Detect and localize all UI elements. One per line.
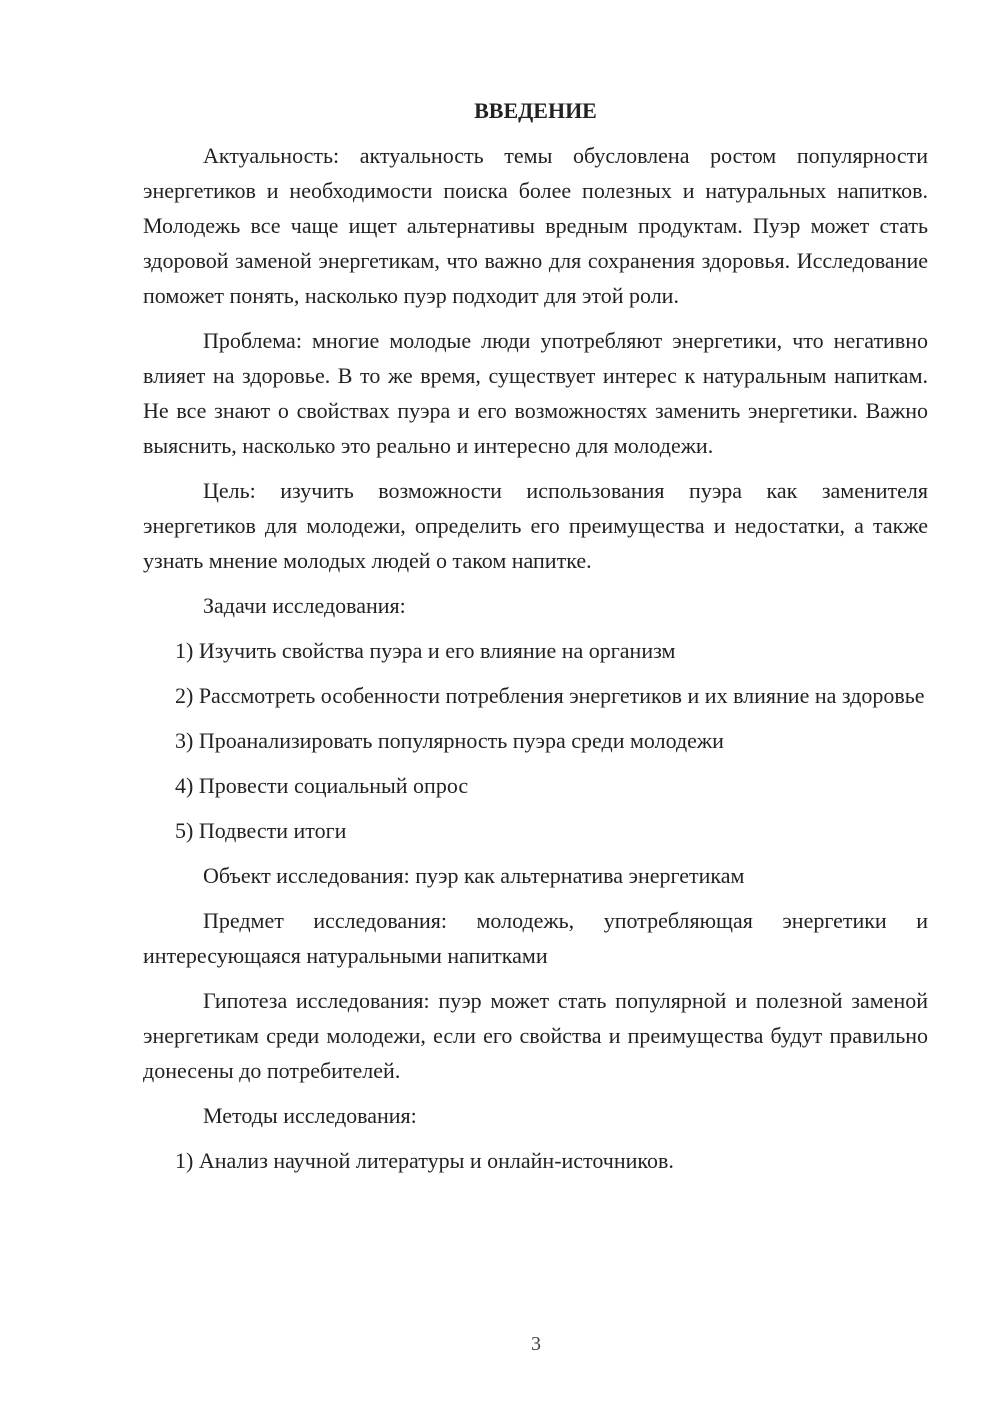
task-item: 2) Рассмотреть особенности потребления энергетиков и их влияние на здоровье: [175, 683, 925, 708]
tasks-title: Задачи исследования:: [203, 593, 406, 618]
paragraph-hypothesis: Гипотеза исследования: пуэр может стать популярной и полезной заменой энергетикам среди молодежи, если его свойства и преимущества будут правильно донесены до потребителей.: [143, 988, 928, 1083]
paragraph-goal: Цель: изучить возможности использования пуэра как заменителя энергетиков для молодежи, определить его преимущества и недостатки, а также узнать мнение молодых людей о таком напитке.: [143, 478, 928, 573]
paragraph-relevance: Актуальность: актуальность темы обусловлена ростом популярности энергетиков и необходимости поиска более полезных и натуральных напитков. Молодежь все чаще ищет альтернативы вредным продуктам. Пуэр может стать здоровой заменой энергетикам, что важно для сохранения здоровья. Исследование поможет понять, насколько пуэр подходит для этой роли.: [143, 143, 928, 308]
task-item: 1) Изучить свойства пуэра и его влияние на организм: [175, 638, 676, 663]
task-item: 3) Проанализировать популярность пуэра среди молодежи: [175, 728, 724, 753]
method-item: 1) Анализ научной литературы и онлайн-источников.: [175, 1148, 674, 1173]
section-heading: ВВЕДЕНИЕ: [474, 98, 597, 123]
methods-title: Методы исследования:: [203, 1103, 417, 1128]
paragraph-subject: Предмет исследования: молодежь, употребляющая энергетики и интересующаяся натуральными напитками: [143, 908, 928, 968]
page-number: 3: [531, 1333, 541, 1355]
task-item: 5) Подвести итоги: [175, 818, 347, 843]
page-content: [143, 94, 928, 1188]
task-item: 4) Провести социальный опрос: [175, 773, 469, 798]
paragraph-object: Объект исследования: пуэр как альтернатива энергетикам: [203, 863, 745, 888]
paragraph-problem: Проблема: многие молодые люди употребляют энергетики, что негативно влияет на здоровье. В то же время, существует интерес к натуральным напиткам. Не все знают о свойствах пуэра и его возможностях заменить энергетики. Важно выяснить, насколько это реально и интересно для молодежи.: [143, 328, 928, 458]
